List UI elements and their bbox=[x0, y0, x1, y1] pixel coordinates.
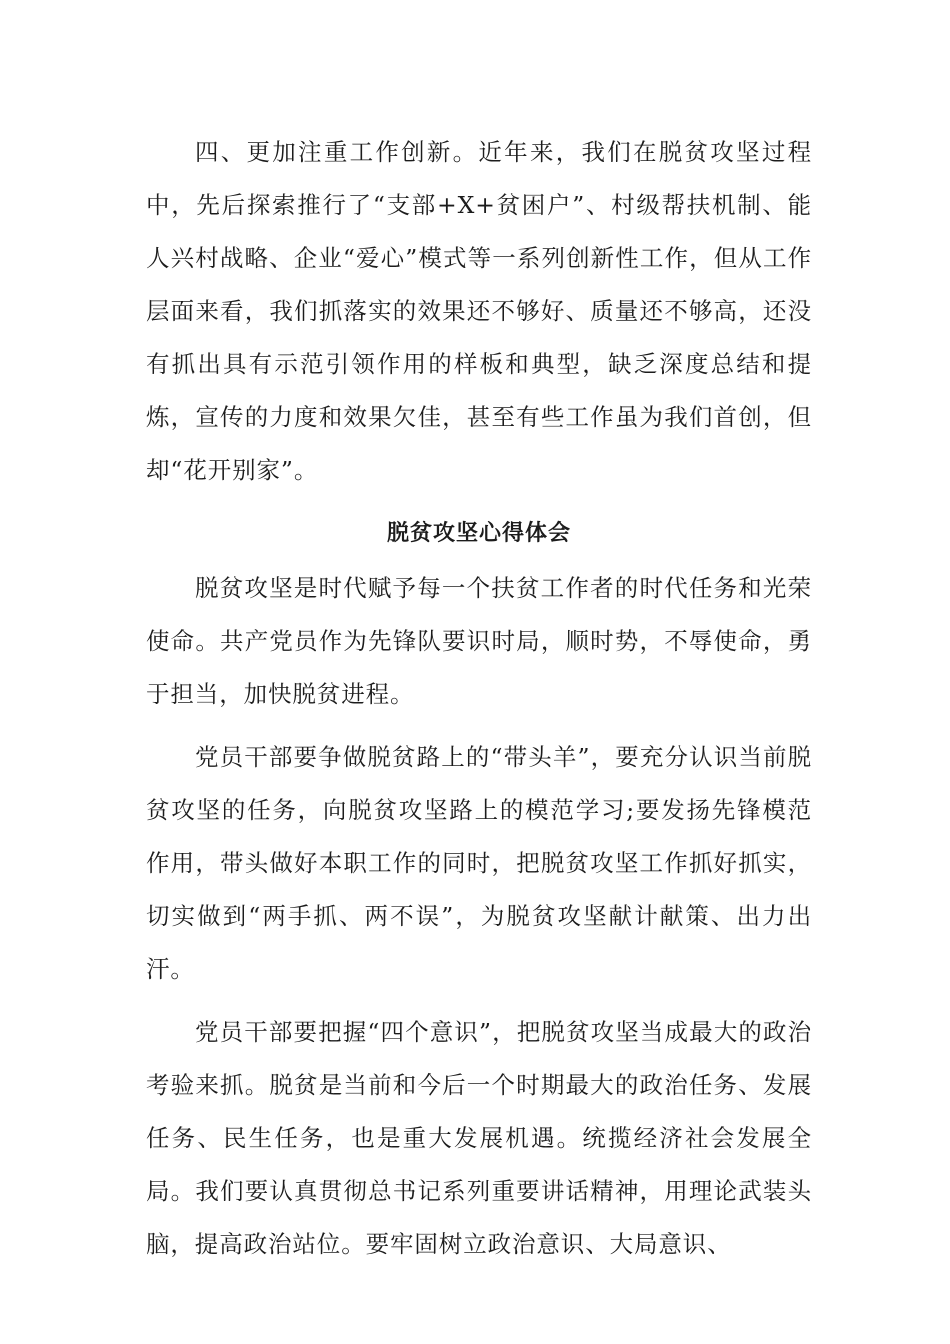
paragraph-mission: 脱贫攻坚是时代赋予每一个扶贫工作者的时代任务和光荣使命。共产党员作为先锋队要识时局，顺时势，不辱使命，勇于担当，加快脱贫进程。 bbox=[146, 574, 812, 708]
paragraph-work-innovation: 四、更加注重工作创新。近年来，我们在脱贫攻坚过程中，先后探索推行了“支部+X+贫困户”、村级帮扶机制、能人兴村战略、企业“爱心”模式等一系列创新性工作，但从工作层面来看，我们抓落实的效果还不够好、质量还不够高，还没有抓出具有示范引领作用的样板和典型，缺乏深度总结和提炼，宣传的力度和效果欠佳，甚至有些工作虽为我们首创，但却“花开别家”。 bbox=[146, 138, 812, 484]
section-heading: 脱贫攻坚心得体会 bbox=[386, 521, 571, 546]
paragraph-lead-sheep: 党员干部要争做脱贫路上的“带头羊”，要充分认识当前脱贫攻坚的任务，向脱贫攻坚路上的模范学习;要发扬先锋模范作用，带头做好本职工作的同时，把脱贫攻坚工作抓好抓实，切实做到“两手抓、两不误”，为脱贫攻坚献计献策、出力出汗。 bbox=[146, 743, 812, 983]
paragraph-four-consciousness: 党员干部要把握“四个意识”，把脱贫攻坚当成最大的政治考验来抓。脱贫是当前和今后一个时期最大的政治任务、发展任务、民生任务，也是重大发展机遇。统揽经济社会发展全局。我们要认真贯彻总书记系列重要讲话精神，用理论武装头脑，提高政治站位。要牢固树立政治意识、大局意识、 bbox=[146, 1018, 812, 1258]
document-body bbox=[146, 126, 812, 1271]
